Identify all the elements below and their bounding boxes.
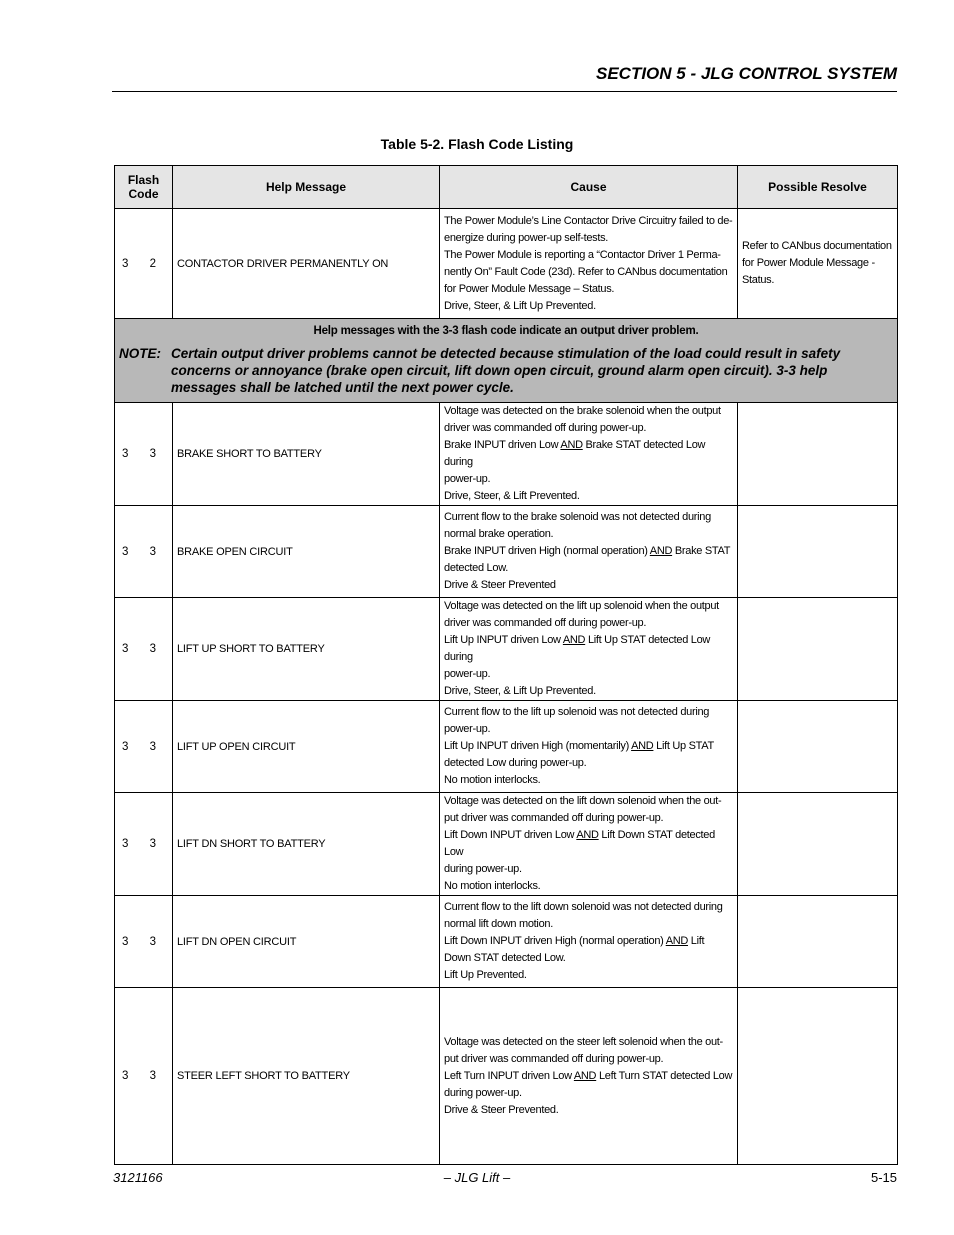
cause-line <box>444 738 733 755</box>
note-label: NOTE: <box>119 346 161 361</box>
flash-code-table <box>114 165 898 1165</box>
section-title: SECTION 5 - JLG CONTROL SYSTEM <box>596 64 897 83</box>
cause-text <box>440 988 738 1165</box>
cause-line: detected Low during power-up. <box>444 757 587 769</box>
col-flash-code: Flash Code <box>115 166 173 209</box>
cause-line: No motion interlocks. <box>444 774 541 786</box>
help-message: BRAKE SHORT TO BATTERY <box>173 403 440 506</box>
and-keyword: AND <box>576 829 599 841</box>
cause-text <box>440 403 738 506</box>
flash-code: 3 3 <box>115 598 173 701</box>
flash-code: 3 3 <box>115 793 173 896</box>
flash-code: 3 3 <box>115 988 173 1165</box>
table-row <box>115 701 898 793</box>
possible-resolve <box>738 209 898 319</box>
help-message: STEER LEFT SHORT TO BATTERY <box>173 988 440 1165</box>
cause-line: normal brake operation. <box>444 528 554 540</box>
cause-text-part: Lift Down INPUT driven High (normal operation) <box>444 935 666 947</box>
resolve-line: Refer to CANbus documentation <box>742 240 892 252</box>
cause-line: during power-up. <box>444 863 522 875</box>
table-row <box>115 209 898 319</box>
note-row <box>115 319 898 403</box>
table-header-row <box>115 166 898 209</box>
cause-text-part: Left Turn STAT detected Low <box>596 1069 733 1082</box>
footer-brand: – JLG Lift – <box>443 1170 511 1185</box>
and-keyword: AND <box>649 545 673 557</box>
cause-line: Drive & Steer Prevented <box>444 579 556 591</box>
cause-line: Voltage was detected on the lift down solenoid when the out- <box>444 795 722 807</box>
flash-code: 3 3 <box>115 701 173 793</box>
cause-line: put driver was commanded off during power-up. <box>444 812 664 824</box>
cause-line <box>444 827 733 861</box>
table-row <box>115 598 898 701</box>
cause-line <box>444 543 733 560</box>
cause-text <box>440 209 738 319</box>
cause-line: Voltage was detected on the brake solenoid when the output <box>444 405 721 417</box>
table-row <box>115 506 898 598</box>
table-row <box>115 403 898 506</box>
cause-line: Drive & Steer Prevented. <box>444 1103 559 1116</box>
resolve-line: for Power Module Message - <box>742 257 875 269</box>
cause-line: nently On” Fault Code (23d). Refer to CANbus documentation <box>444 265 728 278</box>
and-keyword: AND <box>562 634 586 646</box>
cause-text-part: Lift Up STAT <box>653 740 714 752</box>
cause-text-part: Brake STAT <box>672 545 731 557</box>
cause-line: Down STAT detected Low. <box>444 952 566 964</box>
cause-text-part: Lift Down STAT detected Low <box>444 829 715 858</box>
cause-text-part: Lift <box>688 935 705 947</box>
cause-line: Drive, Steer, & Lift Prevented. <box>444 490 580 502</box>
cause-text <box>440 896 738 988</box>
cause-text-part: Left Turn INPUT driven Low <box>444 1069 574 1082</box>
resolve-line: Status. <box>742 274 775 286</box>
possible-resolve <box>738 403 898 506</box>
cause-line: power-up. <box>444 668 491 680</box>
possible-resolve <box>738 988 898 1165</box>
doc-number: 3121166 <box>113 1170 163 1185</box>
cause-line: No motion interlocks. <box>444 880 541 892</box>
cause-text-part: Lift Up STAT detected Low during <box>444 634 711 663</box>
possible-resolve <box>738 896 898 988</box>
cause-line <box>444 437 733 471</box>
cause-line: Voltage was detected on the lift up solenoid when the output <box>444 600 719 612</box>
cause-line: The Power Module’s Line Contactor Drive Circuitry failed to de- <box>444 214 733 227</box>
flash-code: 3 3 <box>115 403 173 506</box>
note-text: Certain output driver problems cannot be detected because stimulation of the load could result in safety concerns or annoyance (brake open circuit, lift down open circuit, ground alarm open circuit). 3-3 help messages shall be latched until the next power cycle. <box>171 346 841 395</box>
cause-line: during power-up. <box>444 1086 522 1099</box>
help-message: LIFT UP SHORT TO BATTERY <box>173 598 440 701</box>
table-row <box>115 988 898 1165</box>
note-cell <box>115 319 898 403</box>
table-row <box>115 896 898 988</box>
cause-line <box>444 1068 733 1085</box>
header-rule <box>112 91 897 92</box>
possible-resolve <box>738 598 898 701</box>
cause-line: power-up. <box>444 473 491 485</box>
col-cause: Cause <box>440 166 738 209</box>
cause-line: put driver was commanded off during power-up. <box>444 1052 664 1065</box>
help-message: LIFT UP OPEN CIRCUIT <box>173 701 440 793</box>
cause-line: Drive, Steer, & Lift Up Prevented. <box>444 685 596 697</box>
page-number: 5-15 <box>870 1170 897 1185</box>
cause-text-part: Brake STAT detected Low during <box>444 439 706 468</box>
possible-resolve <box>738 701 898 793</box>
cause-text <box>440 701 738 793</box>
cause-line: Current flow to the lift down solenoid was not detected during <box>444 901 723 913</box>
cause-line <box>444 933 733 950</box>
cause-line <box>444 632 733 666</box>
cause-text <box>440 793 738 896</box>
cause-line: Current flow to the lift up solenoid was not detected during <box>444 706 710 718</box>
cause-line: for Power Module Message – Status. <box>444 282 615 295</box>
help-message: LIFT DN SHORT TO BATTERY <box>173 793 440 896</box>
cause-line: Voltage was detected on the steer left solenoid when the out- <box>444 1035 723 1048</box>
table-row <box>115 793 898 896</box>
cause-line: Drive, Steer, & Lift Up Prevented. <box>444 299 596 312</box>
cause-line: The Power Module is reporting a “Contactor Driver 1 Perma- <box>444 248 721 261</box>
and-keyword: AND <box>665 935 689 947</box>
cause-line: energize during power-up self-tests. <box>444 231 609 244</box>
cause-text-part: Brake INPUT driven Low <box>444 439 561 451</box>
cause-text-part: Lift Down INPUT driven Low <box>444 829 577 841</box>
cause-line: driver was commanded off during power-up. <box>444 422 647 434</box>
cause-line: Lift Up Prevented. <box>444 969 527 981</box>
and-keyword: AND <box>573 1069 597 1082</box>
cause-line: Current flow to the brake solenoid was not detected during <box>444 511 711 523</box>
cause-text-part: Brake INPUT driven High (normal operation) <box>444 545 650 557</box>
cause-text-part: Lift Up INPUT driven Low <box>444 634 563 646</box>
help-message: LIFT DN OPEN CIRCUIT <box>173 896 440 988</box>
help-message: BRAKE OPEN CIRCUIT <box>173 506 440 598</box>
cause-line: power-up. <box>444 723 491 735</box>
possible-resolve <box>738 506 898 598</box>
note-body <box>119 345 893 396</box>
help-message: CONTACTOR DRIVER PERMANENTLY ON <box>173 209 440 319</box>
cause-text-part: Lift Up INPUT driven High (momentarily) <box>444 740 632 752</box>
cause-line: detected Low. <box>444 562 508 574</box>
cause-line: driver was commanded off during power-up. <box>444 617 647 629</box>
col-possible-resolve: Possible Resolve <box>738 166 898 209</box>
and-keyword: AND <box>560 439 583 451</box>
flash-code: 3 2 <box>115 209 173 319</box>
cause-line: normal lift down motion. <box>444 918 553 930</box>
possible-resolve <box>738 793 898 896</box>
cause-text <box>440 598 738 701</box>
flash-code: 3 3 <box>115 896 173 988</box>
table-caption: Table 5-2. Flash Code Listing <box>380 136 574 152</box>
col-help-message: Help Message <box>173 166 440 209</box>
and-keyword: AND <box>631 740 654 752</box>
flash-code: 3 3 <box>115 506 173 598</box>
cause-text <box>440 506 738 598</box>
note-heading: Help messages with the 3-3 flash code indicate an output driver problem. <box>313 325 699 337</box>
